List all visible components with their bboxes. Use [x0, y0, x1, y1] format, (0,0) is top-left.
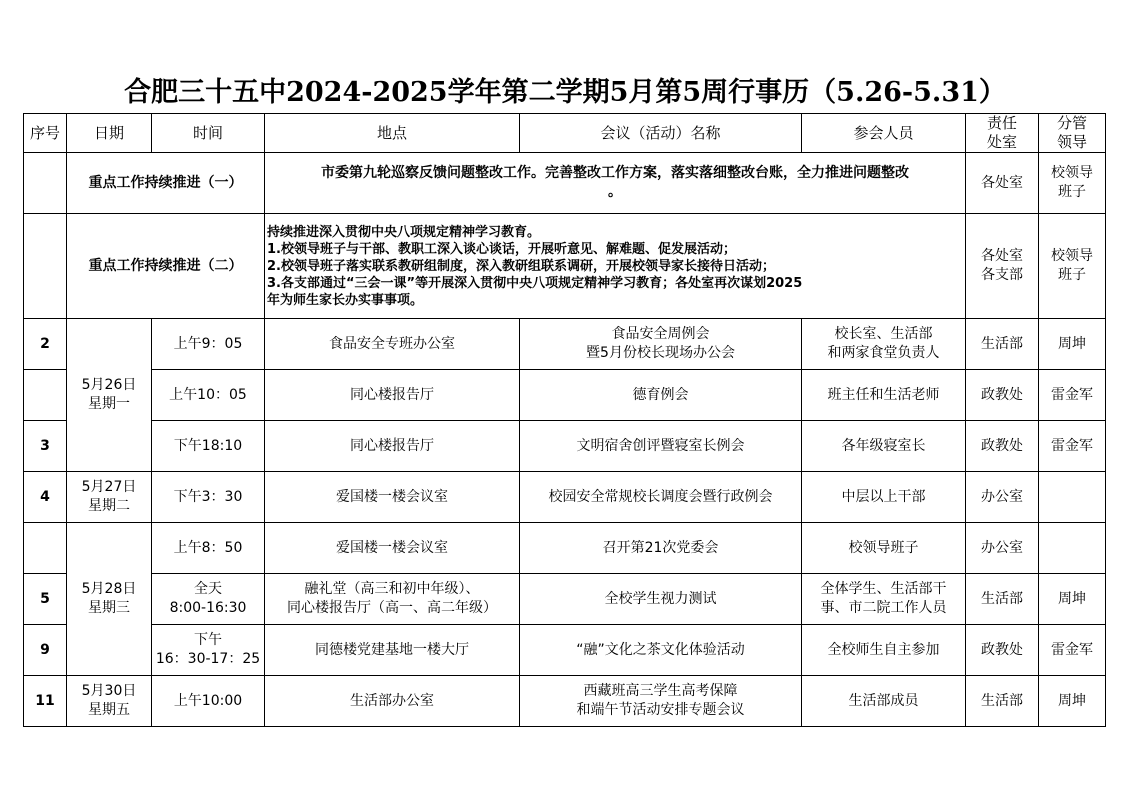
attendees-cell: 各年级寝室长: [802, 421, 966, 472]
header-date: 日期: [67, 114, 152, 153]
header-dept: 责任 处室: [966, 114, 1039, 153]
attendees-cell: 全体学生、生活部干 事、市二院工作人员: [802, 574, 966, 625]
header-time: 时间: [152, 114, 265, 153]
seq-cell: 9: [24, 625, 67, 676]
focus-leader: 校领导 班子: [1039, 153, 1106, 214]
meeting-cell: 校园安全常规校长调度会暨行政例会: [520, 472, 802, 523]
attendees-cell: 校长室、生活部 和两家食堂负责人: [802, 319, 966, 370]
attendees-cell: 生活部成员: [802, 676, 966, 727]
attendees-cell: 中层以上干部: [802, 472, 966, 523]
focus-label: 重点工作持续推进（二）: [67, 214, 265, 319]
focus-content: 持续推进深入贯彻中央八项规定精神学习教育。 1.校领导班子与干部、教职工深入谈心谈话，开展听意见、解难题、促发展活动； 2.校领导班子落实联系教研组制度，深入教研组联系调研，开展校领导家长接待日活动； 3.各支部通过“三会一课”等开展深入贯彻中央八项规定精神学习教育；各处室再次谋划2025 年为师生家长办实事事项。: [265, 214, 966, 319]
seq-cell: [24, 523, 67, 574]
meeting-cell: 西藏班高三学生高考保障 和端午节活动安排专题会议: [520, 676, 802, 727]
header-attendees: 参会人员: [802, 114, 966, 153]
dept-cell: 生活部: [966, 319, 1039, 370]
leader-cell: 雷金军: [1039, 421, 1106, 472]
meeting-cell: 食品安全周例会 暨5月份校长现场办公会: [520, 319, 802, 370]
leader-cell: 周坤: [1039, 574, 1106, 625]
header-place: 地点: [265, 114, 520, 153]
focus-content: 市委第九轮巡察反馈问题整改工作。完善整改工作方案，落实落细整改台账，全力推进问题整改 。: [265, 153, 966, 214]
leader-cell: 周坤: [1039, 319, 1106, 370]
focus-dept: 各处室: [966, 153, 1039, 214]
focus-row: [24, 214, 1106, 319]
seq-cell: [24, 370, 67, 421]
dept-cell: 政教处: [966, 370, 1039, 421]
table-row: [24, 574, 1106, 625]
seq-cell: 3: [24, 421, 67, 472]
date-cell: 5月26日 星期一: [67, 319, 152, 472]
table-row: [24, 523, 1106, 574]
schedule-table: [23, 113, 1106, 727]
place-cell: 同心楼报告厅: [265, 370, 520, 421]
header-row: [24, 114, 1106, 153]
focus-row: [24, 153, 1106, 214]
meeting-cell: “融”文化之茶文化体验活动: [520, 625, 802, 676]
time-cell: 上午9：05: [152, 319, 265, 370]
meeting-cell: 文明宿舍创评暨寝室长例会: [520, 421, 802, 472]
header-leader: 分管 领导: [1039, 114, 1106, 153]
header-meeting: 会议（活动）名称: [520, 114, 802, 153]
focus-seq-cell: [24, 214, 67, 319]
time-cell: 下午18:10: [152, 421, 265, 472]
dept-cell: 办公室: [966, 472, 1039, 523]
place-cell: 同德楼党建基地一楼大厅: [265, 625, 520, 676]
date-cell: 5月30日 星期五: [67, 676, 152, 727]
attendees-cell: 全校师生自主参加: [802, 625, 966, 676]
focus-label: 重点工作持续推进（一）: [67, 153, 265, 214]
dept-cell: 政教处: [966, 625, 1039, 676]
meeting-cell: 德育例会: [520, 370, 802, 421]
meeting-cell: 全校学生视力测试: [520, 574, 802, 625]
seq-cell: 2: [24, 319, 67, 370]
attendees-cell: 校领导班子: [802, 523, 966, 574]
focus-seq-cell: [24, 153, 67, 214]
table-row: [24, 472, 1106, 523]
time-cell: 上午10:00: [152, 676, 265, 727]
date-cell: 5月27日 星期二: [67, 472, 152, 523]
leader-cell: 雷金军: [1039, 370, 1106, 421]
leader-cell: [1039, 472, 1106, 523]
leader-cell: 周坤: [1039, 676, 1106, 727]
seq-cell: 5: [24, 574, 67, 625]
place-cell: 生活部办公室: [265, 676, 520, 727]
table-row: [24, 625, 1106, 676]
date-cell: 5月28日 星期三: [67, 523, 152, 676]
place-cell: 食品安全专班办公室: [265, 319, 520, 370]
time-cell: 上午10：05: [152, 370, 265, 421]
focus-dept: 各处室 各支部: [966, 214, 1039, 319]
table-row: [24, 319, 1106, 370]
table-row: [24, 421, 1106, 472]
focus-leader: 校领导 班子: [1039, 214, 1106, 319]
dept-cell: 生活部: [966, 574, 1039, 625]
time-cell: 上午8：50: [152, 523, 265, 574]
dept-cell: 办公室: [966, 523, 1039, 574]
table-row: [24, 370, 1106, 421]
seq-cell: 4: [24, 472, 67, 523]
time-cell: 下午 16：30-17：25: [152, 625, 265, 676]
leader-cell: [1039, 523, 1106, 574]
dept-cell: 生活部: [966, 676, 1039, 727]
seq-cell: 11: [24, 676, 67, 727]
dept-cell: 政教处: [966, 421, 1039, 472]
meeting-cell: 召开第21次党委会: [520, 523, 802, 574]
place-cell: 爱国楼一楼会议室: [265, 523, 520, 574]
place-cell: 爱国楼一楼会议室: [265, 472, 520, 523]
leader-cell: 雷金军: [1039, 625, 1106, 676]
attendees-cell: 班主任和生活老师: [802, 370, 966, 421]
page-title: 合肥三十五中2024-2025学年第二学期5月第5周行事历（5.26-5.31）: [124, 77, 1006, 108]
time-cell: 全天 8:00-16:30: [152, 574, 265, 625]
time-cell: 下午3：30: [152, 472, 265, 523]
header-seq: 序号: [24, 114, 67, 153]
table-row: [24, 676, 1106, 727]
place-cell: 同心楼报告厅: [265, 421, 520, 472]
place-cell: 融礼堂（高三和初中年级）、 同心楼报告厅（高一、高二年级）: [265, 574, 520, 625]
